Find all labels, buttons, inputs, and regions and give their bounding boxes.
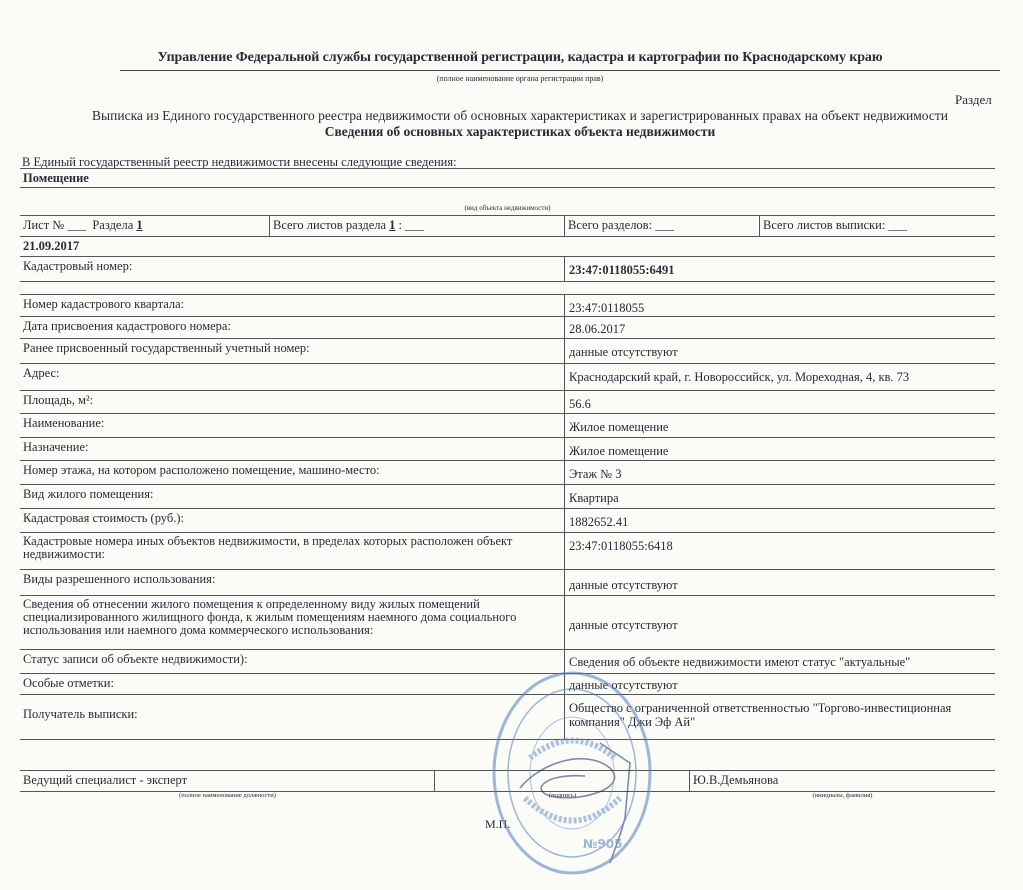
row-value: Жилое помещение: [569, 444, 669, 458]
table-row: [20, 413, 995, 437]
row-label: Особые отметки:: [20, 674, 565, 694]
row-value: Краснодарский край, г. Новороссийск, ул. Мореходная, 4, кв. 73: [569, 370, 910, 384]
row-label: Сведения об отнесении жилого помещения к определенному виду жилых помещений специализированного жилищного фонда, к жилым помещениям наемного дома социального использования или наемного дома коммерческого использования:: [20, 596, 565, 649]
stamp-number: №905: [583, 837, 623, 851]
row-label: Дата присвоения кадастрового номера:: [20, 317, 565, 338]
cadastral-row: [20, 256, 995, 281]
document-subtitle: Сведения об основных характеристиках объекта недвижимости: [324, 124, 716, 139]
table-row: [20, 460, 995, 484]
row-label: Номер этажа, на котором расположено помещение, машино-место:: [20, 461, 565, 484]
table-row: [20, 569, 995, 595]
table-row: [20, 390, 995, 413]
intro-text: В Единый государственный реестр недвижимости внесены следующие сведения:: [22, 155, 457, 169]
table-row: [20, 316, 995, 338]
signer-position: Ведущий специалист - эксперт: [20, 771, 435, 791]
row-value: Сведения об объекте недвижимости имеют статус "актуальные": [569, 655, 911, 669]
object-type-caption-row: [20, 187, 995, 204]
table-row: [20, 508, 995, 532]
row-label: Площадь, м²:: [20, 391, 565, 413]
object-type-row: [20, 168, 995, 187]
row-value: 28.06.2017: [569, 322, 626, 336]
row-value: Этаж № 3: [569, 467, 622, 481]
sheet-number-cell: [20, 216, 270, 236]
position-caption: (полное наименование должности): [179, 792, 276, 799]
row-label: Ранее присвоенный государственный учетный номер:: [20, 339, 565, 363]
signature-caption: (подпись): [549, 792, 576, 799]
object-type-caption-wrap: [20, 204, 995, 215]
mp-label: М.П.: [485, 817, 511, 831]
sheet-number-label: Лист №: [23, 218, 65, 232]
row-label: Вид жилого помещения:: [20, 485, 565, 508]
row-label: Адрес:: [20, 364, 565, 390]
row-value: 23:47:0118055: [569, 301, 645, 315]
stamp-text-arc-bottom: [525, 798, 620, 821]
table-row: [20, 294, 995, 316]
stamp-text-arc-top: [530, 741, 615, 759]
row-value: Жилое помещение: [569, 420, 669, 434]
extract-date: 21.09.2017: [23, 239, 80, 253]
table-row: [20, 437, 995, 460]
row-label: Назначение:: [20, 438, 565, 460]
total-sheets-cell: [760, 216, 995, 236]
sheet-number-value: ___: [67, 218, 87, 232]
total-sheets-label: Всего листов выписки:: [763, 218, 886, 232]
spacer-row: [20, 281, 995, 294]
row-label: Кадастровая стоимость (руб.):: [20, 509, 565, 532]
total-sheets-section-label: Всего листов раздела: [273, 218, 387, 232]
table-row: [20, 532, 995, 569]
row-value: данные отсутствуют: [569, 345, 678, 359]
official-stamp: [490, 668, 655, 878]
table-row: [20, 338, 995, 363]
authority-name: Управление Федеральной службы государственной регистрации, кадастра и картографии по Краснодарскому краю: [157, 50, 883, 65]
row-value: данные отсутствуют: [569, 578, 678, 592]
row-value: данные отсутствуют: [569, 678, 678, 692]
total-sheets-section-suffix: : ___: [398, 218, 424, 232]
date-row: [20, 236, 995, 256]
total-sheets-section-value: 1: [389, 218, 396, 232]
row-value: данные отсутствуют: [569, 618, 678, 632]
extract-title: Выписка из Единого государственного реестра недвижимости об основных характеристиках и зарегистрированных правах на объект недвижимости: [92, 108, 948, 123]
total-sections-label: Всего разделов:: [568, 218, 653, 232]
stamp-outer-ring: [494, 673, 650, 873]
table-row: [20, 595, 995, 649]
row-label: Виды разрешенного использования:: [20, 570, 565, 595]
row-value: 23:47:0118055:6418: [569, 539, 673, 553]
sheet-info-row: [20, 215, 995, 236]
characteristics-table: [20, 168, 995, 740]
row-value: Квартира: [569, 491, 619, 505]
cadastral-label: Кадастровый номер:: [20, 257, 565, 281]
total-sheets-section-cell: [270, 216, 565, 236]
total-sheets-value: ___: [888, 218, 908, 232]
authority-underline: [120, 70, 1000, 71]
section-label: Раздел: [955, 92, 992, 107]
signer-name: Ю.В.Демьянова: [693, 773, 779, 787]
row-label: Кадастровые номера иных объектов недвижимости, в пределах которых расположен объект недвижимости:: [20, 533, 565, 569]
stamp-inner-ring: [508, 689, 636, 857]
row-label: Номер кадастрового квартала:: [20, 295, 565, 316]
cadastral-value: 23:47:0118055:6491: [569, 263, 675, 277]
table-row: [20, 484, 995, 508]
row-value: Общество с ограниченной ответственностью "Торгово-инвестиционная компания" Джи Эф Ай": [569, 701, 952, 729]
object-type: Помещение: [23, 171, 89, 185]
row-value: 56.6: [569, 397, 591, 411]
name-caption: (инициалы, фамилия): [812, 792, 873, 799]
total-sections-value: ___: [655, 218, 674, 232]
row-label: Наименование:: [20, 414, 565, 437]
row-label: Статус записи об объекте недвижимости):: [20, 650, 565, 673]
section-of-label: Раздела: [92, 218, 134, 232]
row-label: Получатель выписки:: [20, 695, 565, 739]
authority-caption: (полное наименование органа регистрации прав): [436, 74, 604, 83]
section-of-value: 1: [136, 218, 143, 232]
total-sections-cell: [565, 216, 760, 236]
object-type-caption: (вид объекта недвижимости): [464, 204, 551, 212]
table-row: [20, 363, 995, 390]
row-value: 1882652.41: [569, 515, 629, 529]
